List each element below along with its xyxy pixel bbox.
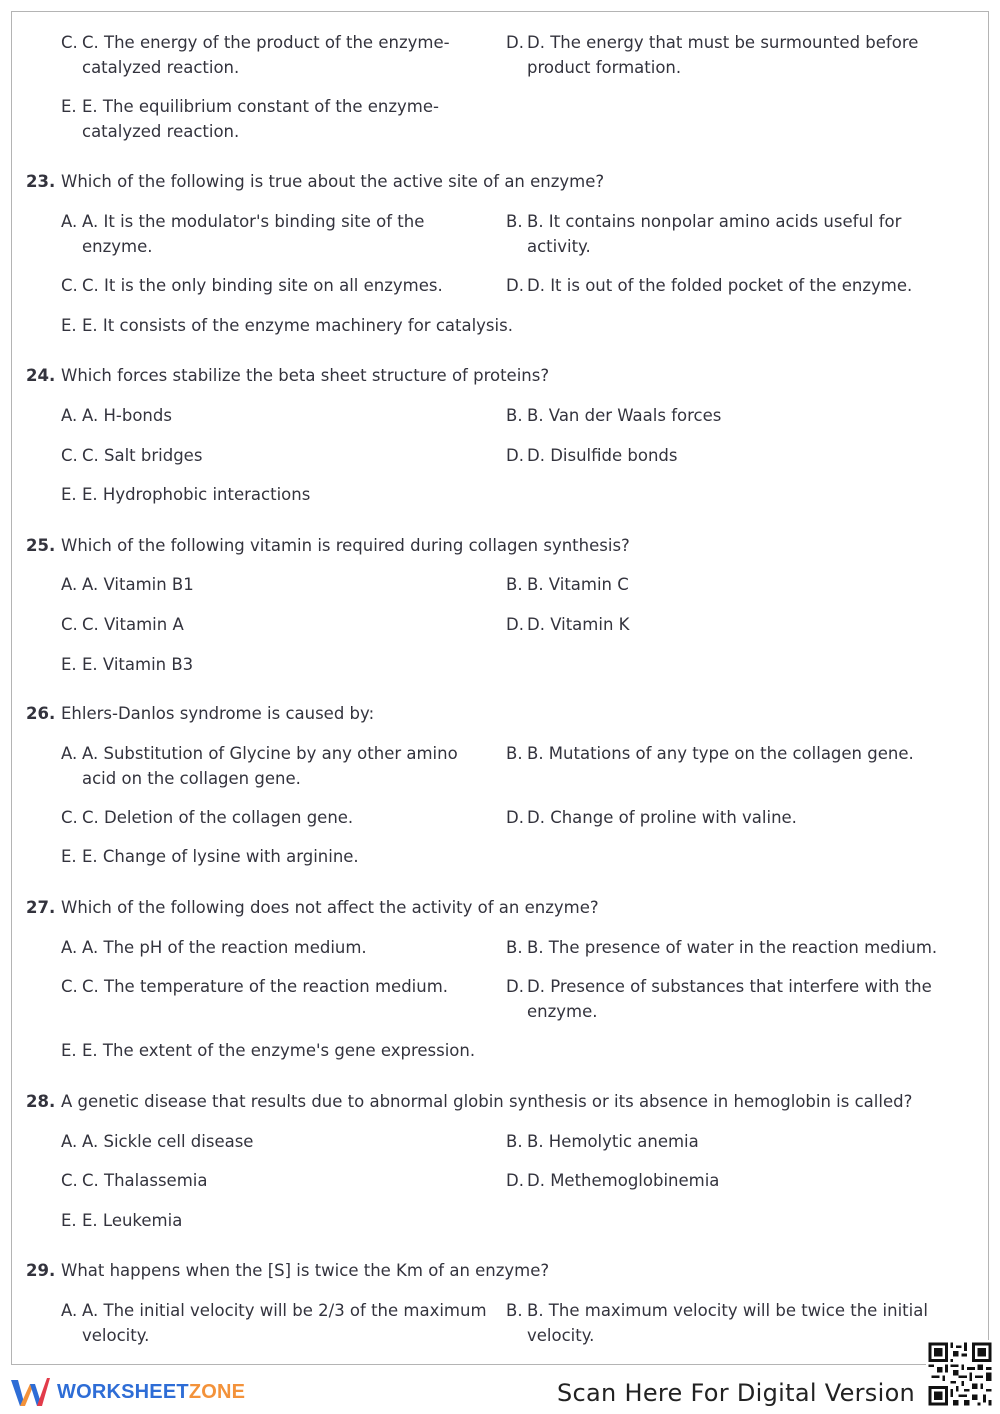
option-b: B. B. Van der Waals forces bbox=[506, 406, 722, 425]
option-b: B. B. Mutations of any type on the collagen gene. bbox=[506, 744, 914, 763]
option-b: B. B. The maximum velocity will be twice the initial velocity. bbox=[506, 1301, 928, 1345]
option-a: A. A. It is the modulator's binding site of the enzyme. bbox=[61, 212, 425, 256]
logo-w-icon bbox=[10, 1376, 50, 1408]
option-b: B. B. Vitamin C bbox=[506, 575, 629, 594]
option-d: D. D. Disulfide bonds bbox=[506, 446, 678, 465]
option-d: D. D. Change of proline with valine. bbox=[506, 808, 797, 827]
option-e: E. E. Vitamin B3 bbox=[61, 655, 194, 674]
option-b: B. B. The presence of water in the reaction medium. bbox=[506, 938, 938, 957]
option-d: D. D. Methemoglobinemia bbox=[506, 1171, 720, 1190]
option-c: C. C. The energy of the product of the enzyme-catalyzed reaction. bbox=[61, 33, 450, 77]
option-d: D. D. The energy that must be surmounted before product formation. bbox=[506, 33, 919, 77]
option-c: C. C. Salt bridges bbox=[61, 446, 203, 465]
option-d: D. D. Presence of substances that interfere with the enzyme. bbox=[506, 977, 932, 1021]
option-a: A. A. Sickle cell disease bbox=[61, 1132, 254, 1151]
option-a: A. A. Substitution of Glycine by any other amino acid on the collagen gene. bbox=[61, 744, 458, 788]
option-c: C. C. Deletion of the collagen gene. bbox=[61, 808, 354, 827]
option-e: E. E. The equilibrium constant of the enzyme-catalyzed reaction. bbox=[61, 97, 439, 141]
option-a: A. A. H-bonds bbox=[61, 406, 172, 425]
option-c: C. C. Vitamin A bbox=[61, 615, 184, 634]
option-e: E. E. It consists of the enzyme machinery for catalysis. bbox=[61, 316, 513, 335]
logo-text: WORKSHEETZONE bbox=[57, 1381, 246, 1403]
option-e: E. E. Leukemia bbox=[61, 1211, 183, 1230]
option-e: E. E. Change of lysine with arginine. bbox=[61, 847, 359, 866]
option-e: E. E. Hydrophobic interactions bbox=[61, 485, 311, 504]
option-c: C. C. Thalassemia bbox=[61, 1171, 208, 1190]
option-b: B. B. It contains nonpolar amino acids useful for activity. bbox=[506, 212, 902, 256]
option-e: E. E. The extent of the enzyme's gene expression. bbox=[61, 1041, 476, 1060]
page-footer bbox=[0, 1366, 1000, 1414]
option-a: A. A. Vitamin B1 bbox=[61, 575, 194, 594]
scan-caption: Scan Here For Digital Version bbox=[557, 1379, 916, 1407]
option-d: D. D. It is out of the folded pocket of the enzyme. bbox=[506, 276, 913, 295]
option-c: C. C. It is the only binding site on all enzymes. bbox=[61, 276, 443, 295]
option-c: C. C. The temperature of the reaction medium. bbox=[61, 977, 449, 996]
worksheet-page: C. C. The energy of the product of the enzyme-catalyzed reaction. D. D. The energy that must be surmounted before product formation. E. E. The equilibrium constant of the enzyme-catalyzed reaction. 23. Which of the following is true about the active site of an enzyme? A. A. It is the modulator's binding site of the enzyme. B. B. It contains nonpolar amino acids useful for activity. C. C. It is the only binding site on all enzymes. D. D. It is out of the folded pocket of the enzyme. E. E. It consists of the enzyme machinery for catalysis. 24. Which forces stabilize the beta sheet structure of proteins? A. A. H-bonds B. B. Van der Waals forces C. C. Salt bridges D. D. Disulfide bonds E. E. Hydrophobic interactions 25. Which of the following vitamin is required during collagen synthesis? A. A. Vitamin B1 B. B. Vitamin C C. C. Vitamin A D. D. Vitamin K E. E. Vitamin B3 26. Ehlers-Danlos syndrome is caused by: A. A. Substitution of Glycine by any other amino acid on the collagen gene. B. B. Mutations of any type on the collagen gene. C. C. Deletion of the collagen gene. D. D. Change of proline with valine. E. E. Change of lysine with arginine. 27. Which of the following does not affect the activity of an enzyme? A. A. The pH of the reaction medium. B. B. The presence of water in the reaction medium. C. C. The temperature of the reaction medium. D. D. Presence of substances that interfere with the enzyme. E. E. The extent of the enzyme's gene expression. 28. A genetic disease that results due to abnormal globin synthesis or its absence in hemoglobin is called? A. A. Sickle cell disease B. B. Hemolytic anemia C. C. Thalassemia D. D. Methemoglobinemia E. E. Leukemia 29. What happens when the [S] is twice the Km of an enzyme? A. A. The initial velocity will be 2/3 of the maximum velocity. B. B. The maximum velocity will be twice the initial velocity. bbox=[11, 11, 989, 1365]
option-d: D. D. Vitamin K bbox=[506, 615, 630, 634]
option-a: A. A. The pH of the reaction medium. bbox=[61, 938, 367, 957]
worksheetzone-logo[interactable] bbox=[10, 1376, 270, 1408]
option-a: A. A. The initial velocity will be 2/3 of the maximum velocity. bbox=[61, 1301, 487, 1345]
option-b: B. B. Hemolytic anemia bbox=[506, 1132, 699, 1151]
qr-code-icon[interactable] bbox=[926, 1340, 994, 1408]
